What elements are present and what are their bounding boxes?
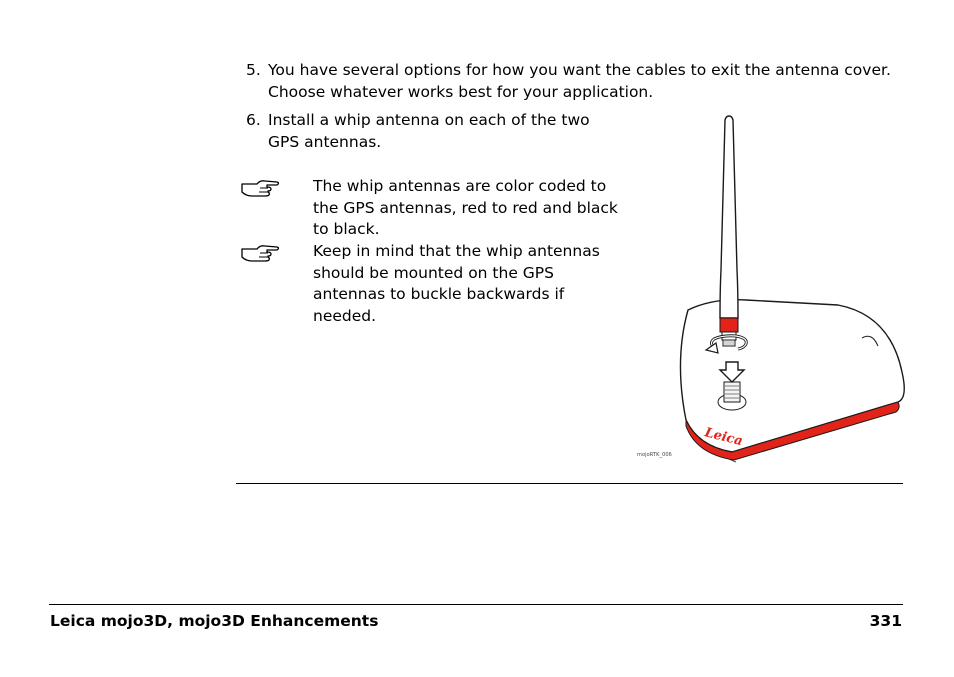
leica-logo: Leica [703, 425, 745, 450]
red-collar [720, 318, 738, 332]
step-6 [246, 109, 616, 153]
step-text: Install a whip antenna on each of the two GPS antennas. [268, 111, 590, 151]
note-text: The whip antennas are color coded to the GPS antennas, red to red and black to black. [313, 177, 618, 238]
section-divider [236, 483, 903, 484]
figure-caption: mojoRTK_006 [637, 452, 672, 458]
pointing-hand-icon [240, 176, 313, 241]
step-text: You have several options for how you want the cables to exit the antenna cover. Choose whatever works best for your application. [268, 61, 891, 101]
step-number: 5. [246, 61, 261, 79]
note-color-coding [240, 176, 628, 241]
note-text: Keep in mind that the whip antennas should be mounted on the GPS antennas to buckle backwards if needed. [313, 242, 600, 325]
step-5 [246, 59, 906, 103]
pointing-hand-icon [240, 241, 313, 327]
page-number: 331 [869, 612, 902, 630]
note-buckle-backwards [240, 241, 628, 327]
footer-title: Leica mojo3D, mojo3D Enhancements [50, 612, 379, 630]
antenna-connector [724, 382, 740, 402]
whip-antenna [720, 116, 738, 318]
step-number: 6. [246, 111, 261, 129]
footer-divider [49, 604, 903, 605]
whip-antenna-illustration [628, 110, 908, 470]
